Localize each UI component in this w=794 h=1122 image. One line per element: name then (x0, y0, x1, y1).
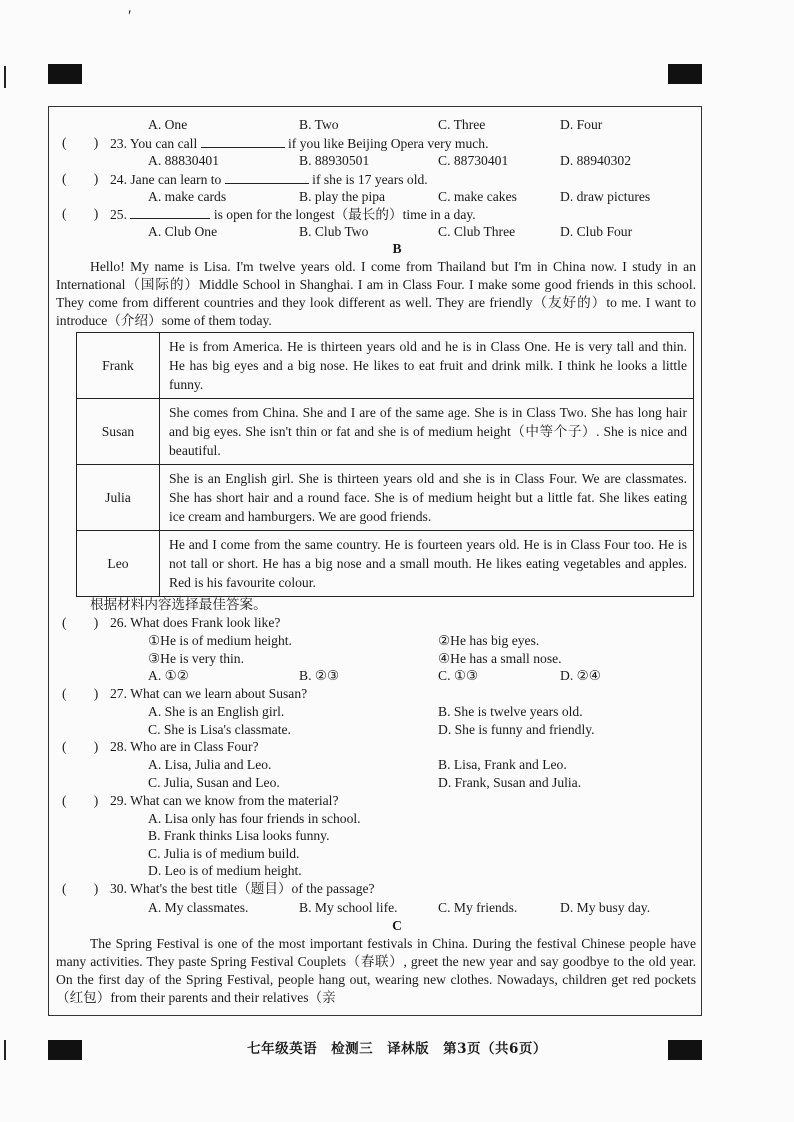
q30-option-a[interactable]: A. My classmates. (148, 900, 249, 915)
q22-option-a[interactable]: A. One (148, 117, 188, 132)
q29-text: 29. What can we know from the material? (110, 793, 339, 808)
q30-option-b[interactable]: B. My school life. (299, 900, 398, 915)
answer-paren[interactable]: ( ) (62, 206, 99, 221)
q26-item-3: ③He is very thin. (148, 651, 244, 666)
q24-blank[interactable] (225, 170, 309, 184)
q29-option-d[interactable]: D. Leo is of medium height. (148, 863, 302, 878)
q27-options-row2 (0, 721, 794, 739)
friend-name: Leo (77, 531, 160, 597)
q25-text (110, 205, 476, 224)
answer-paren[interactable]: ( ) (62, 171, 99, 186)
q25-stem-after: is open for the longest（最长的）time in a day. (213, 207, 476, 222)
q25-option-a[interactable]: A. Club One (148, 224, 218, 239)
q27-option-c[interactable]: C. She is Lisa's classmate. (148, 722, 291, 737)
table-row (77, 465, 694, 531)
friend-description: He is from America. He is thirteen years old and he is in Class One. He is very tall and thin. He has big eyes and a big nose. He likes to eat fruit and drink milk. I think he looks a little funny. (160, 333, 694, 399)
q29-option-c-row (0, 845, 794, 863)
q24-stem (0, 170, 794, 188)
q27-option-d[interactable]: D. She is funny and friendly. (438, 722, 595, 737)
q23-option-d[interactable]: D. 88940302 (560, 153, 631, 168)
q29-stem (0, 792, 794, 810)
q26-items-row1 (0, 632, 794, 650)
q24-stem-before: 24. Jane can learn to (110, 172, 222, 187)
q29-option-b[interactable]: B. Frank thinks Lisa looks funny. (148, 828, 330, 843)
friends-table (76, 332, 694, 597)
q24-option-d[interactable]: D. draw pictures (560, 189, 651, 204)
q25-option-d[interactable]: D. Club Four (560, 224, 633, 239)
answer-paren[interactable]: ( ) (62, 615, 99, 630)
q26-option-c[interactable]: C. ①③ (438, 668, 479, 683)
section-c-heading: C (392, 918, 402, 933)
q29-option-d-row (0, 862, 794, 880)
passage-paragraph: The Spring Festival is one of the most important festivals in China. During the festival Chinese people have many activities. They paste Spring Festival Couplets（春联）, greet the new year and say goodbye to the old year. On the first day of the Spring Festival, people hang out, wearing new clothes. Nowadays, children get red pockets（红包）from their parents and their relatives（亲 (56, 936, 696, 1005)
q27-text: 27. What can we learn about Susan? (110, 686, 308, 701)
registration-mark-top-left (48, 64, 82, 84)
q24-option-b[interactable]: B. play the pipa (299, 189, 386, 204)
q26-item-2: ②He has big eyes. (438, 633, 540, 648)
table-row (77, 333, 694, 399)
answer-paren[interactable]: ( ) (62, 739, 99, 754)
q26-option-a[interactable]: A. ①② (148, 668, 189, 683)
q26-stem (0, 614, 794, 632)
q25-blank[interactable] (130, 205, 210, 219)
page-footer: 七年级英语 检测三 译林版 第3页（共6页） (247, 1041, 547, 1057)
q29-option-c[interactable]: C. Julia is of medium build. (148, 846, 300, 861)
q28-stem (0, 738, 794, 756)
q24-options (0, 188, 794, 206)
q29-option-a[interactable]: A. Lisa only has four friends in school. (148, 811, 361, 826)
q27-option-b[interactable]: B. She is twelve years old. (438, 704, 583, 719)
section-c-passage (56, 935, 696, 1007)
q25-stem-before: 25. (110, 207, 127, 222)
q26-items-row2 (0, 650, 794, 668)
q25-option-c[interactable]: C. Club Three (438, 224, 516, 239)
q30-option-d[interactable]: D. My busy day. (560, 900, 651, 915)
q28-option-b[interactable]: B. Lisa, Frank and Leo. (438, 757, 567, 772)
q23-option-c[interactable]: C. 88730401 (438, 153, 509, 168)
friend-description: She comes from China. She and I are of the same age. She is in Class Two. She has long hair and big eyes. She isn't thin or fat and she is of medium height（中等个子）. She is nice and beautiful. (160, 399, 694, 465)
q26-item-4: ④He has a small nose. (438, 651, 562, 666)
q22-option-d[interactable]: D. Four (560, 117, 603, 132)
section-b-intro (56, 258, 696, 330)
q26-item-1: ①He is of medium height. (148, 633, 292, 648)
q28-option-c[interactable]: C. Julia, Susan and Leo. (148, 775, 280, 790)
q22-option-b[interactable]: B. Two (299, 117, 339, 132)
q29-option-b-row (0, 827, 794, 845)
friend-name: Frank (77, 333, 160, 399)
friend-name: Julia (77, 465, 160, 531)
q24-option-c[interactable]: C. make cakes (438, 189, 517, 204)
q22-options (0, 116, 794, 134)
q25-options (0, 223, 794, 241)
q30-text: 30. What's the best title（题目）of the passage? (110, 881, 375, 896)
q23-option-a[interactable]: A. 88830401 (148, 153, 219, 168)
answer-paren[interactable]: ( ) (62, 135, 99, 150)
friend-name: Susan (77, 399, 160, 465)
section-b-instruction (0, 596, 794, 614)
q23-text (110, 134, 489, 153)
q27-option-a[interactable]: A. She is an English girl. (148, 704, 285, 719)
friend-description: He and I come from the same country. He is fourteen years old. He is in Class Four too. He is not tall or short. He has a big nose and a small mouth. He likes eating vegetables and apples. Red is his favourite colour. (160, 531, 694, 597)
binding-line-top (4, 66, 6, 88)
q26-options (0, 667, 794, 685)
q29-option-a-row (0, 810, 794, 828)
q30-stem (0, 880, 794, 898)
q26-option-b[interactable]: B. ②③ (299, 668, 340, 683)
q22-option-c[interactable]: C. Three (438, 117, 486, 132)
section-b-heading: B (392, 241, 402, 256)
instruction-text: 根据材料内容选择最佳答案。 (90, 597, 267, 612)
q24-stem-after: if she is 17 years old. (312, 172, 428, 187)
q25-stem (0, 205, 794, 223)
q23-option-b[interactable]: B. 88930501 (299, 153, 370, 168)
table-row (77, 531, 694, 597)
answer-paren[interactable]: ( ) (62, 881, 99, 896)
q23-blank[interactable] (201, 134, 285, 148)
answer-paren[interactable]: ( ) (62, 793, 99, 808)
q23-stem-after: if you like Beijing Opera very much. (288, 136, 489, 151)
q24-option-a[interactable]: A. make cards (148, 189, 227, 204)
q23-options (0, 152, 794, 170)
q30-option-c[interactable]: C. My friends. (438, 900, 518, 915)
answer-paren[interactable]: ( ) (62, 686, 99, 701)
q28-options-row2 (0, 774, 794, 792)
q28-options-row1 (0, 756, 794, 774)
table-row (77, 399, 694, 465)
q23-stem (0, 134, 794, 152)
registration-mark-top-right (668, 64, 702, 84)
q28-option-d[interactable]: D. Frank, Susan and Julia. (438, 775, 582, 790)
corner-tick: ′ (128, 8, 132, 25)
q28-text: 28. Who are in Class Four? (110, 739, 259, 754)
q23-stem-before: 23. You can call (110, 136, 198, 151)
q25-option-b[interactable]: B. Club Two (299, 224, 369, 239)
q28-option-a[interactable]: A. Lisa, Julia and Leo. (148, 757, 272, 772)
q27-options-row1 (0, 703, 794, 721)
q24-text (110, 170, 428, 189)
q26-text: 26. What does Frank look like? (110, 615, 281, 630)
q26-option-d[interactable]: D. ②④ (560, 668, 601, 683)
intro-paragraph: Hello! My name is Lisa. I'm twelve years old. I come from Thailand but I'm in China now. I study in an International（国际的）Middle School in Shanghai. I am in Class Four. I make some good friends in this school. They come from different countries and they look different as well. They are friendly（友好的）to me. I want to introduce（介绍）some of them today. (56, 259, 696, 328)
q30-options (0, 899, 794, 917)
friend-description: She is an English girl. She is thirteen years old and she is in Class Four. We are classmates. She has short hair and a round face. She is of medium height but a little fat. She likes eating ice cream and hamburgers. We are good friends. (160, 465, 694, 531)
q27-stem (0, 685, 794, 703)
